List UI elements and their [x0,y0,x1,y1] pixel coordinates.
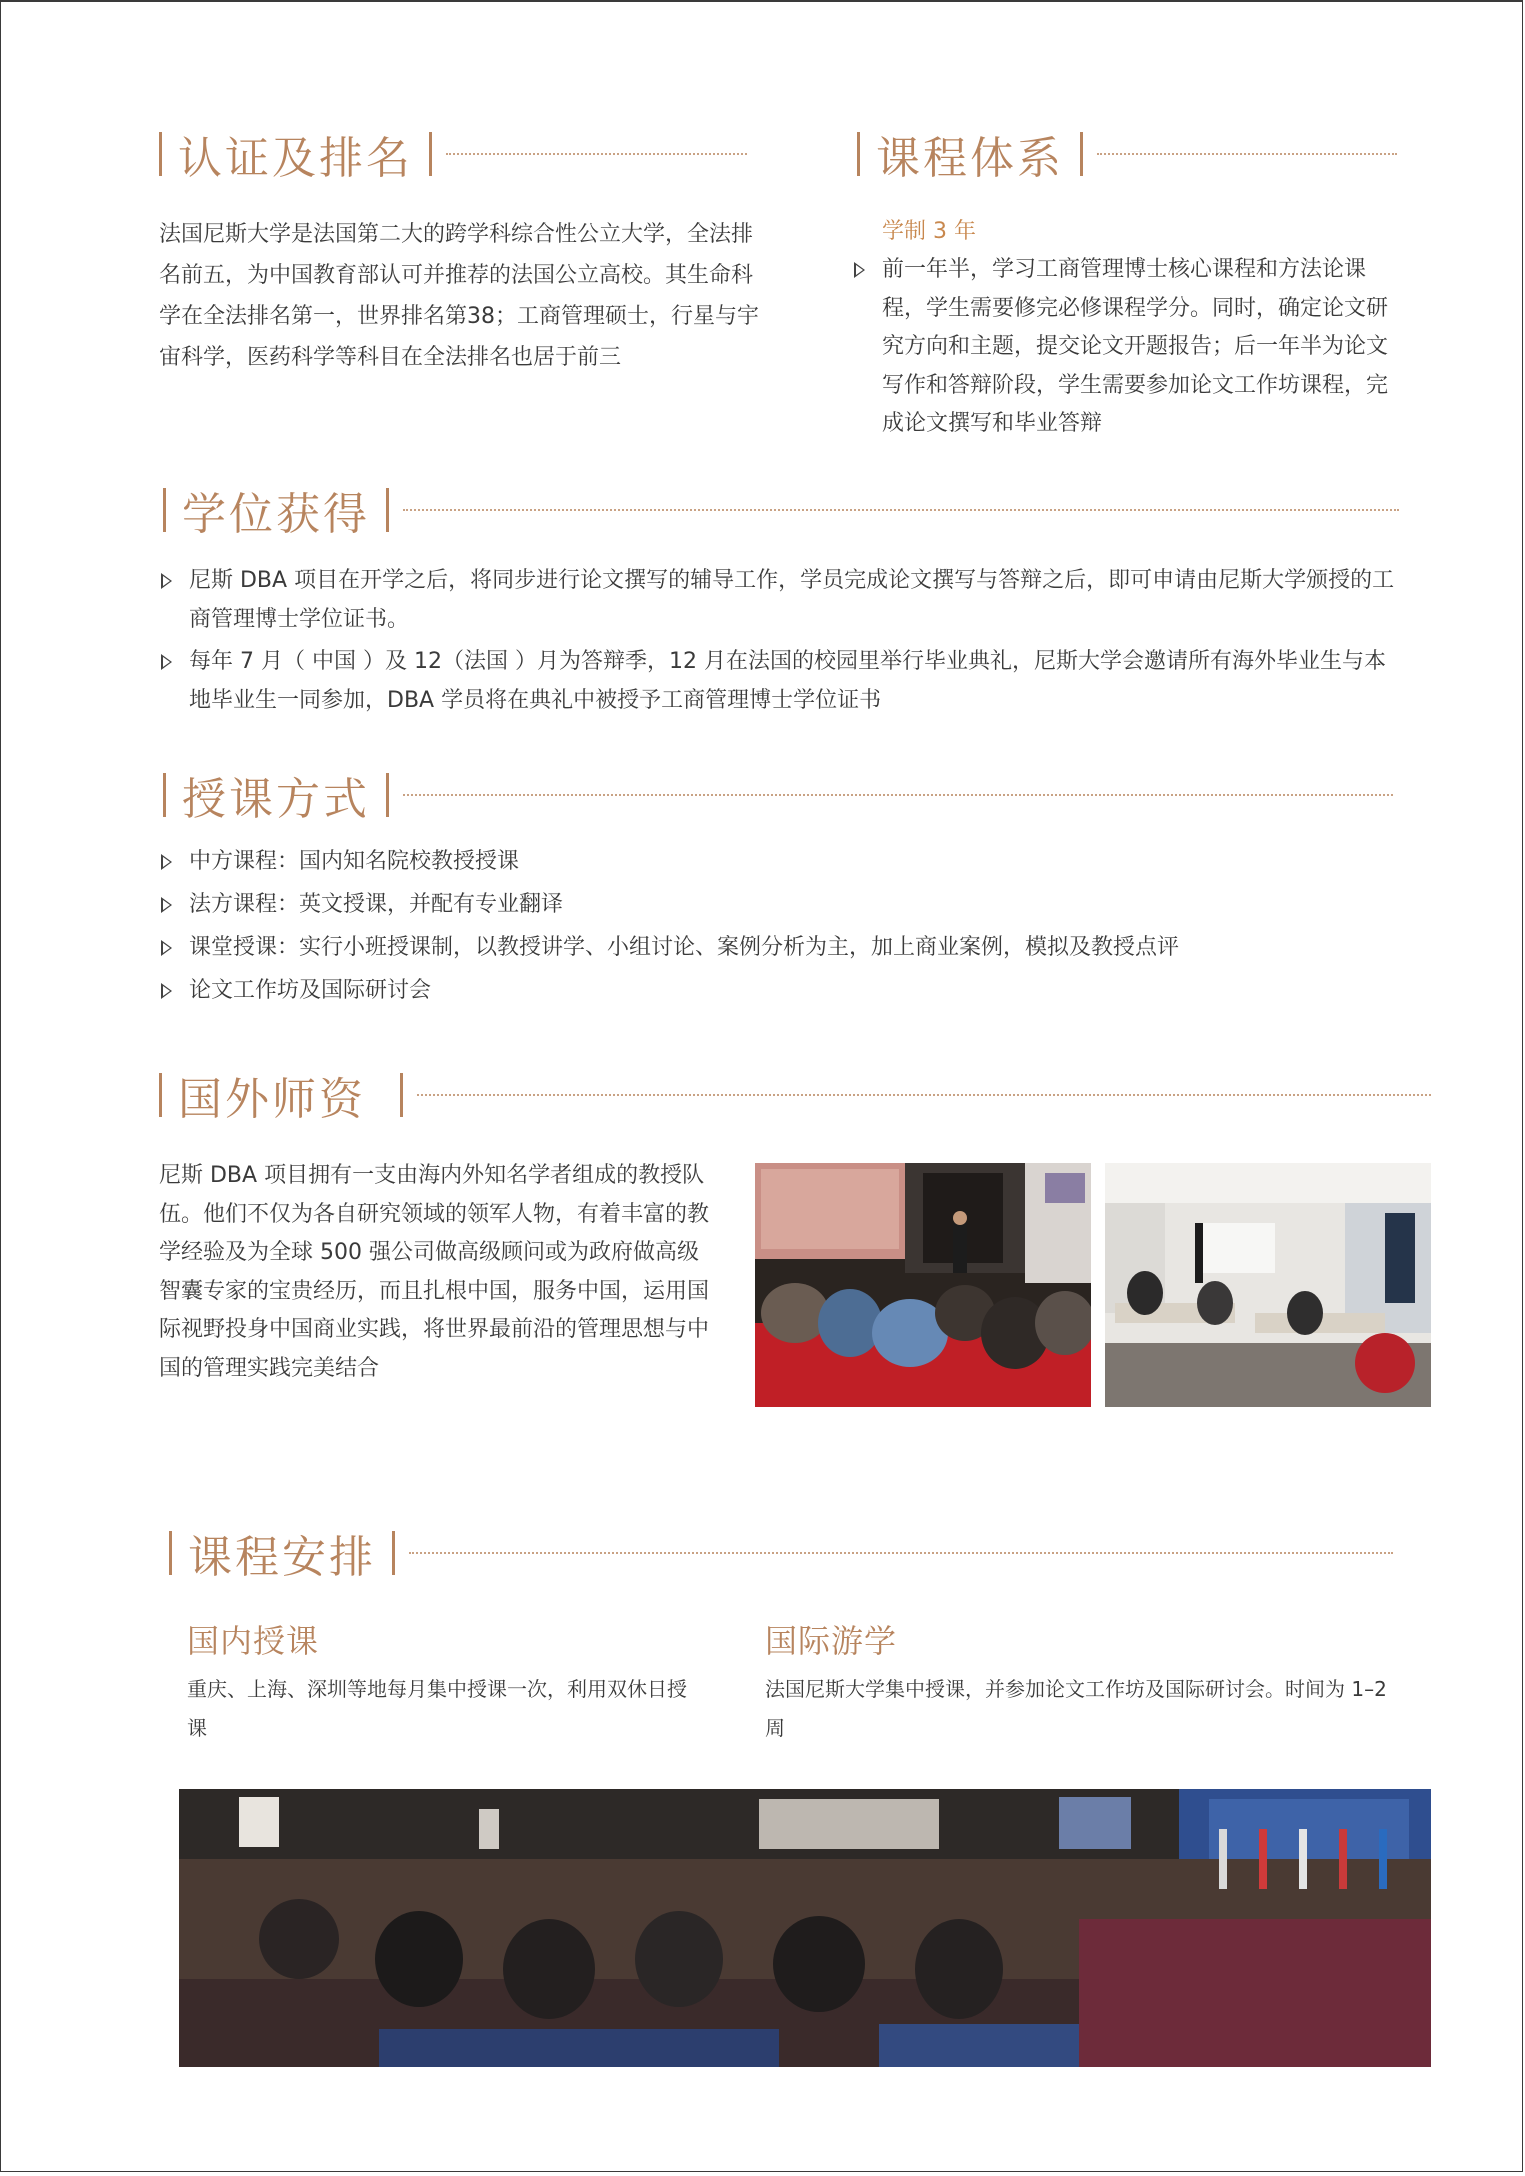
header-bar-right [429,132,432,176]
list-item-text: 每年 7 月（ 中国 ）及 12（法国 ）月为答辩季，12 月在法国的校园里举行毕业典礼，尼斯大学会邀请所有海外毕业生与本地毕业生一同参加，DBA 学员将在典礼中被授予工商管理博士学位证书 [189,649,1386,713]
triangle-bullet-icon [161,854,172,870]
list-item [159,969,1399,1012]
dotted-rule [403,509,1399,511]
triangle-bullet-icon [161,983,172,999]
program-duration: 学制 3 年 [882,219,976,244]
section-title: 课程安排 [188,1532,376,1583]
section-header-accreditation [159,124,747,184]
classroom-photo [1105,1163,1431,1407]
teaching-list [159,840,1399,1012]
list-item-text: 法方课程：英文授课，并配有专业翻译 [189,892,564,917]
header-bar-right [392,1531,395,1575]
domestic-text: 重庆、上海、深圳等地每月集中授课一次，利用双休日授课 [187,1677,687,1740]
header-bar-right [400,1073,403,1117]
dotted-rule [1097,153,1397,155]
list-item-text: 前一年半，学习工商管理博士核心课程和方法论课程，学生需要修完必修课程学分。同时，确定论文研究方向和主题，提交论文开题报告；后一年半为论文写作和答辩阶段，学生需要参加论文工作坊课程，完成论文撰写和毕业答辩 [882,257,1389,436]
section-title: 学位获得 [182,489,370,540]
conference-illustration [179,1789,1431,2067]
section-header-degree [163,480,1399,540]
list-item-text: 论文工作坊及国际研讨会 [189,978,432,1003]
header-bar-right [386,488,389,532]
list-item [159,561,1399,639]
list-item [159,883,1399,926]
conference-photo [179,1789,1431,2067]
list-item-text: 尼斯 DBA 项目在开学之后，将同步进行论文撰写的辅导工作，学员完成论文撰写与答辩之后，即可申请由尼斯大学颁授的工商管理博士学位证书。 [189,568,1395,632]
section-header-faculty [159,1065,1431,1125]
lecture-hall-photo [755,1163,1091,1407]
list-item-text: 课堂授课：实行小班授课制，以教授讲学、小组讨论、案例分析为主，加上商业案例，模拟及教授点评 [189,935,1180,960]
section-title: 课程体系 [876,133,1064,184]
dotted-rule [403,794,1393,796]
lecture-hall-illustration [755,1163,1091,1407]
section-title: 国外师资 [178,1074,366,1125]
dotted-rule [417,1094,1431,1096]
curriculum-list [852,251,1397,444]
header-bar-right [1080,132,1083,176]
list-item [159,926,1399,969]
triangle-bullet-icon [854,262,865,278]
section-header-schedule [169,1523,1393,1583]
section-header-teaching [163,765,1393,825]
header-bar-right [386,773,389,817]
list-item-text: 中方课程：国内知名院校教授授课 [189,849,520,874]
section-title: 授课方式 [182,774,370,825]
list-item [159,642,1399,720]
list-item [852,251,1397,444]
triangle-bullet-icon [161,654,172,670]
list-item [159,840,1399,883]
classroom-illustration [1105,1163,1431,1407]
dotted-rule [409,1552,1393,1554]
triangle-bullet-icon [161,573,172,589]
domestic-title: 国内授课 [187,1622,320,1660]
triangle-bullet-icon [161,897,172,913]
section-header-curriculum [857,124,1397,184]
section-title: 认证及排名 [178,133,413,184]
triangle-bullet-icon [161,940,172,956]
international-text: 法国尼斯大学集中授课，并参加论文工作坊及国际研讨会。时间为 1–2 周 [765,1677,1387,1740]
degree-list [159,561,1399,720]
dotted-rule [446,153,747,155]
accreditation-text: 法国尼斯大学是法国第二大的跨学科综合性公立大学，全法排名前五，为中国教育部认可并推荐的法国公立高校。其生命科学在全法排名第一，世界排名第38；工商管理硕士，行星与宇宙科学，医药科学等科目在全法排名也居于前三 [159,222,759,370]
international-title: 国际游学 [765,1622,898,1660]
faculty-text: 尼斯 DBA 项目拥有一支由海内外知名学者组成的教授队伍。他们不仅为各自研究领域的领军人物，有着丰富的教学经验及为全球 500 强公司做高级顾问或为政府做高级智囊专家的宝贵经历，而且扎根中国，服务中国，运用国际视野投身中国商业实践，将世界最前沿的管理思想与中国的管理实践完美结合 [159,1163,710,1381]
